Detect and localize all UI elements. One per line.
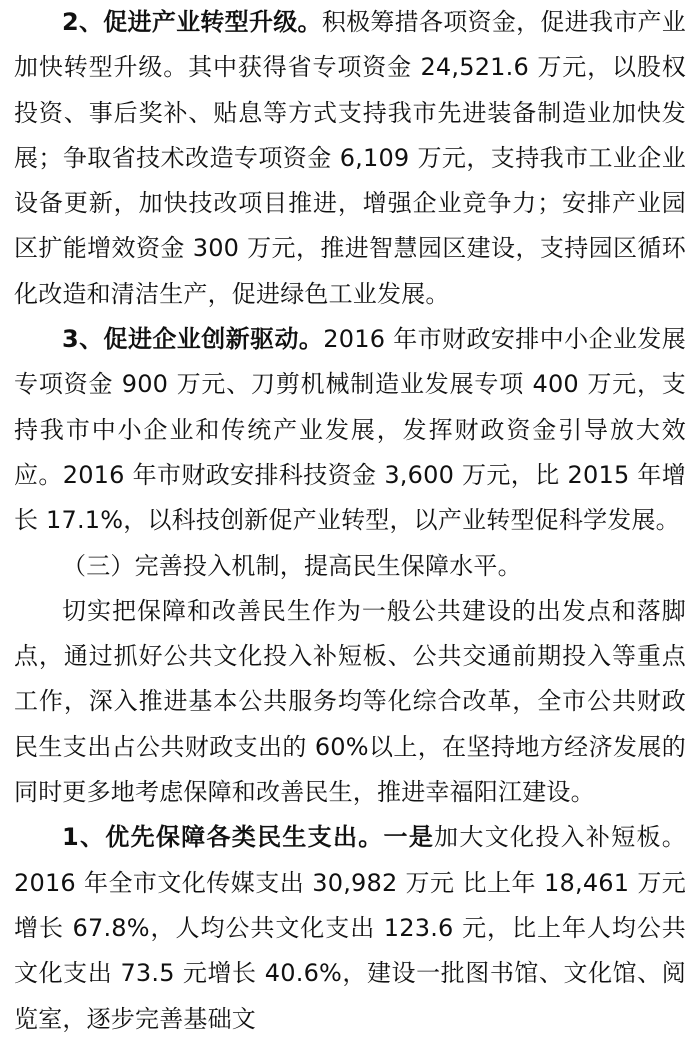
section-heading: [14, 544, 686, 589]
section-heading-text: （三）完善投入机制，提高民生保障水平。: [62, 551, 522, 580]
paragraph-lead: 2、促进产业转型升级。: [62, 8, 322, 36]
paragraph-body: 切实把保障和改善民生作为一般公共建设的出发点和落脚点，通过抓好公共文化投入补短板、公共交通前期投入等重点工作，深入推进基本公共服务均等化综合改革，全市公共财政民生支出占公共财政支出的 60%以上，在坚持地方经济发展的同时更多地考虑保障和改善民生，推进幸福阳江建设。: [14, 596, 686, 807]
paragraph-lead: 1、优先保障各类民生支出。一是: [62, 823, 435, 852]
paragraph-livelihood-spending: [14, 815, 686, 1041]
paragraph-livelihood: [14, 589, 686, 815]
paragraph-body: 加大文化投入补短板。2016 年全市文化传媒支出 30,982 万元 比上年 18,461 万元增长 67.8%，人均公共文化支出 123.6 元，比上年人均公共文化支出 73.5 元增长 40.6%，建设一批图书馆、文化馆、阅览室，逐步完善基础文: [14, 823, 687, 1033]
paragraph-body: 2016 年市财政安排中小企业发展专项资金 900 万元、刀剪机械制造业发展专项 400 万元，支持我市中小企业和传统产业发展，发挥财政资金引导放大效应。2016 年市财政安排科技资金 3,600 万元，比 2015 年增长 17.1%，以科技创新促产业转型，以产业转型促科学发展。: [14, 325, 687, 535]
paragraph-industrial-upgrade: [14, 0, 686, 317]
paragraph-enterprise-innovation: [14, 317, 686, 543]
paragraph-lead: 3、促进企业创新驱动。: [62, 325, 324, 354]
paragraph-body: 积极筹措各项资金，促进我市产业加快转型升级。其中获得省专项资金 24,521.6 万元，以股权投资、事后奖补、贴息等方式支持我市先进装备制造业加快发展；争取省技术改造专项资金 6,109 万元，支持我市工业企业设备更新，加快技改项目推进，增强企业竞争力；安排产业园区扩能增效资金 300 万元，推进智慧园区建设，支持园区循环化改造和清洁生产，促进绿色工业发展。: [14, 8, 686, 308]
